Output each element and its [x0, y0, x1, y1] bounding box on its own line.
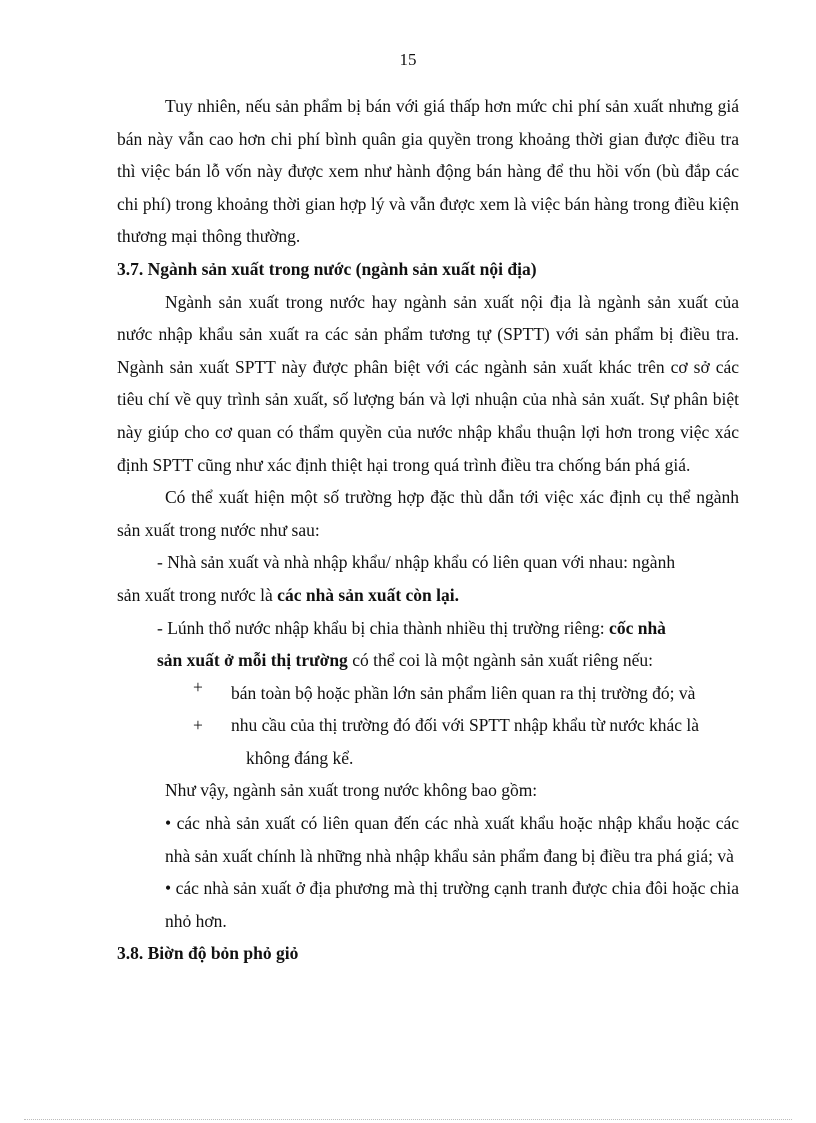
dash-item-regional-markets-line2	[117, 644, 739, 677]
paragraph-special-cases-intro: Có thể xuất hiện một số trường hợp đặc thù dẫn tới việc xác định cụ thể ngành sản xuất trong nước như sau:	[117, 487, 739, 540]
plus-item-sell-all-text: bán toàn bộ hoặc phần lớn sản phẩm liên quan ra thị trường đó; và	[231, 682, 696, 703]
plus-item-demand	[117, 709, 739, 774]
paragraph-summary: Như vậy, ngành sản xuất trong nước không bao gồm:	[165, 780, 538, 801]
paragraph-domestic-industry-definition: Ngành sản xuất trong nước hay ngành sản xuất nội địa là ngành sản xuất của nước nhập khẩu sản xuất ra các sản phẩm tương tự (SPTT) với sản phẩm bị điều tra. Ngành sản xuất SPTT này được phân biệt với các ngành sản xuất khác trên cơ sở các tiêu chí về quy trình sản xuất, số lượng bán và lợi nhuận của nhà sản xuất. Sự phân biệt này giúp cho cơ quan có thẩm quyền của nước nhập khẩu thuận lợi hơn trong việc xác định SPTT cũng như xác định thiệt hại trong quá trình điều tra chống bán phá giá.	[117, 291, 739, 475]
plus-marker: +	[193, 676, 203, 697]
plus-item-demand-line1: nhu cầu của thị trường đó đối với SPTT nhập khẩu từ nước khác là	[231, 715, 700, 736]
plus-item-sell-all	[117, 677, 739, 710]
page-content	[117, 90, 739, 970]
bullet-item-related-producers: • các nhà sản xuất có liên quan đến các nhà xuất khẩu hoặc nhập khẩu hoặc các nhà sản xuất chính là những nhà nhập khẩu sản phẩm đang bị điều tra phá giá; và	[165, 813, 739, 866]
section-3-8-heading: 3.8. Biờn độ bỏn phỏ giỏ	[117, 943, 299, 964]
dash-item-related-parties-bold: các nhà sản xuất còn lại.	[277, 584, 459, 605]
page-bottom-divider	[24, 1119, 792, 1120]
dash-item-related-parties-line1: - Nhà sản xuất và nhà nhập khẩu/ nhập khẩu có liên quan với nhau: ngành	[157, 552, 676, 573]
dash-item-related-parties	[117, 546, 739, 611]
dash-item-regional-markets-line1	[117, 612, 739, 645]
dash-item-regional-markets-text: - Lúnh thổ nước nhập khẩu bị chia thành nhiều thị trường riêng:	[157, 617, 610, 638]
page-number: 15	[399, 50, 417, 69]
dash-item-regional-markets-bold2: sản xuất ở mỗi thị trường	[157, 650, 348, 671]
dash-item-related-parties-text: sản xuất trong nước là	[117, 584, 278, 605]
dash-item-regional-markets	[117, 612, 739, 677]
plus-marker: +	[193, 715, 203, 736]
dash-item-regional-markets-bold1: cốc nhà	[609, 617, 666, 638]
bullet-item-local-producers: • các nhà sản xuất ở địa phương mà thị trường cạnh tranh được chia đôi hoặc chia nhỏ hơn.	[165, 878, 739, 931]
dash-item-regional-markets-suffix: có thể coi là một ngành sản xuất riêng nếu:	[347, 650, 654, 671]
plus-item-demand-line2: không đáng kể.	[246, 747, 354, 768]
paragraph-cost-explanation: Tuy nhiên, nếu sản phẩm bị bán với giá thấp hơn mức chi phí sản xuất nhưng giá bán này vẫn cao hơn chi phí bình quân gia quyền trong khoảng thời gian được điều tra thì việc bán lỗ vốn này được xem như hành động bán hàng để thu hồi vốn (bù đắp các chi phí) trong khoảng thời gian hợp lý và vẫn được xem là việc bán hàng trong điều kiện thương mại thông thường.	[117, 96, 739, 247]
section-3-7-heading: 3.7. Ngành sản xuất trong nước (ngành sản xuất nội địa)	[117, 258, 537, 279]
dash-item-related-parties-line2	[117, 579, 739, 612]
